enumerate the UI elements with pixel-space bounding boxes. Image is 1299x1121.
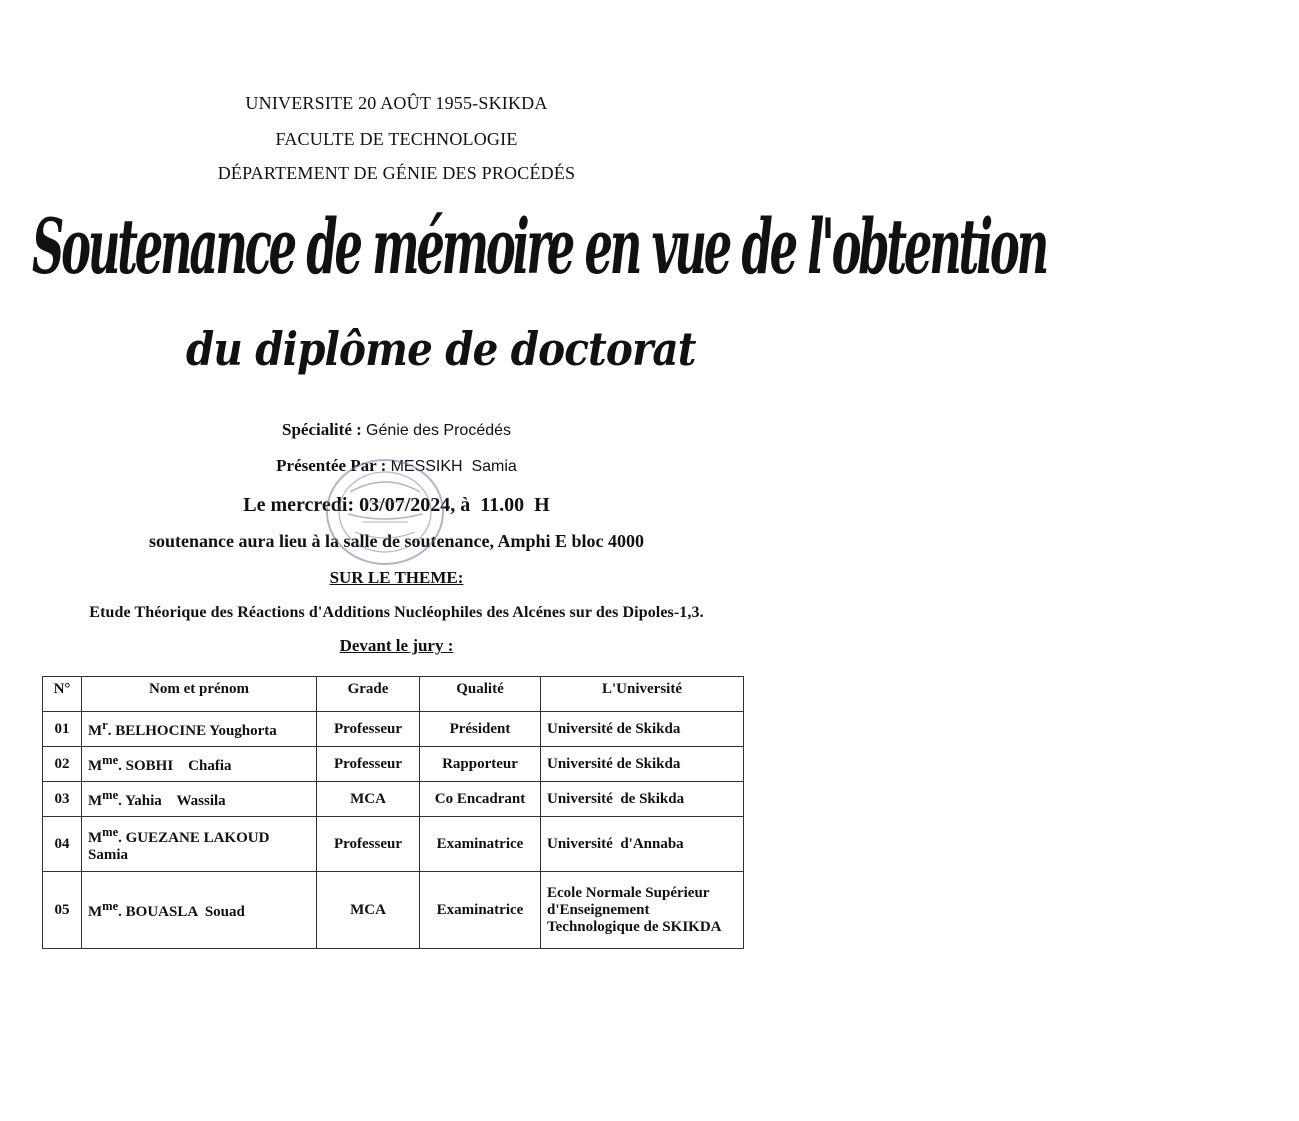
theme-text: Etude Théorique des Réactions d'Additions Nucléophiles des Alcénes sur des Dipoles-1,3. [89, 604, 704, 621]
title-prefix: M [88, 758, 103, 774]
title-line-2-text: du diplôme de doctorat [186, 322, 696, 376]
specialite-line [0, 420, 793, 440]
title-prefix: M [88, 793, 103, 809]
title-sup: me [102, 899, 119, 913]
location-line: soutenance aura lieu à la salle de soutenance, Amphi E bloc 4000 [148, 531, 645, 551]
official-stamp [320, 452, 450, 572]
row-number: 01 [43, 712, 82, 747]
row-name-cell [82, 782, 317, 817]
table-row [43, 872, 744, 949]
row-number: 02 [43, 747, 82, 782]
row-number: 04 [43, 817, 82, 872]
title-line-1 [32, 203, 1046, 313]
specialite-label: Spécialité : [281, 420, 362, 439]
row-universite: Ecole Normale Supérieur d'Enseignement Technologique de SKIKDA [541, 872, 744, 949]
row-grade: Professeur [317, 712, 420, 747]
row-grade: Professeur [317, 747, 420, 782]
title-line-1-text: Soutenance de mémoire en vue de l'obtention [32, 203, 1046, 293]
row-universite: Université de Skikda [541, 782, 744, 817]
row-grade: MCA [317, 872, 420, 949]
title-sup: r [102, 718, 108, 732]
row-name-cell [82, 747, 317, 782]
title-sup: me [102, 788, 119, 802]
date-label: Le mercredi: [243, 494, 355, 516]
date-value: 03/07/2024, [359, 494, 456, 516]
row-name-cell [82, 817, 317, 872]
row-qualite: Président [420, 712, 541, 747]
specialite-value: Génie des Procédés [366, 422, 512, 439]
table-header-row [43, 677, 744, 712]
row-name: . SOBHI Chafia [118, 758, 232, 774]
title-sup: me [102, 824, 119, 839]
row-qualite: Examinatrice [420, 817, 541, 872]
table-row [43, 747, 744, 782]
header-qualite: Qualité [420, 677, 541, 712]
row-grade: Professeur [317, 817, 420, 872]
theme-heading: SUR LE THEME: [329, 568, 464, 587]
row-qualite: Co Encadrant [420, 782, 541, 817]
row-qualite: Examinatrice [420, 872, 541, 949]
presentee-label: Présentée Par : [276, 456, 387, 475]
university-name: UNIVERSITE 20 AOÛT 1955-SKIKDA [245, 93, 548, 113]
title-sup: me [102, 753, 119, 767]
table-row [43, 782, 744, 817]
row-number: 05 [43, 872, 82, 949]
time-value: à 11.00 H [460, 494, 550, 516]
row-universite: Université de Skikda [541, 747, 744, 782]
row-name: . BELHOCINE Youghorta [107, 723, 277, 739]
row-name: . BOUASLA Souad [118, 904, 245, 920]
header-name: Nom et prénom [82, 677, 317, 712]
header-number: N° [43, 677, 82, 712]
row-qualite: Rapporteur [420, 747, 541, 782]
row-name-cell [82, 712, 317, 747]
row-number: 03 [43, 782, 82, 817]
row-universite: Université d'Annaba [541, 817, 744, 872]
table-row [43, 817, 744, 872]
row-name: . GUEZANE LAKOUD Samia [88, 829, 270, 863]
title-prefix: M [88, 723, 103, 739]
row-universite: Université de Skikda [541, 712, 744, 747]
title-prefix: M [88, 904, 103, 920]
row-grade: MCA [317, 782, 420, 817]
header-grade: Grade [317, 677, 420, 712]
header-universite: L'Université [541, 677, 744, 712]
presentee-value: MESSIKH Samia [390, 458, 517, 475]
title-prefix: M [88, 829, 103, 846]
title-line-2 [186, 322, 765, 376]
jury-heading: Devant le jury : [339, 636, 454, 655]
table-row [43, 712, 744, 747]
jury-table [42, 676, 744, 949]
department-name: DÉPARTEMENT DE GÉNIE DES PROCÉDÉS [217, 163, 576, 183]
row-name: . Yahia Wassila [118, 793, 226, 809]
row-name-cell [82, 872, 317, 949]
faculty-name: FACULTE DE TECHNOLOGIE [275, 129, 518, 149]
